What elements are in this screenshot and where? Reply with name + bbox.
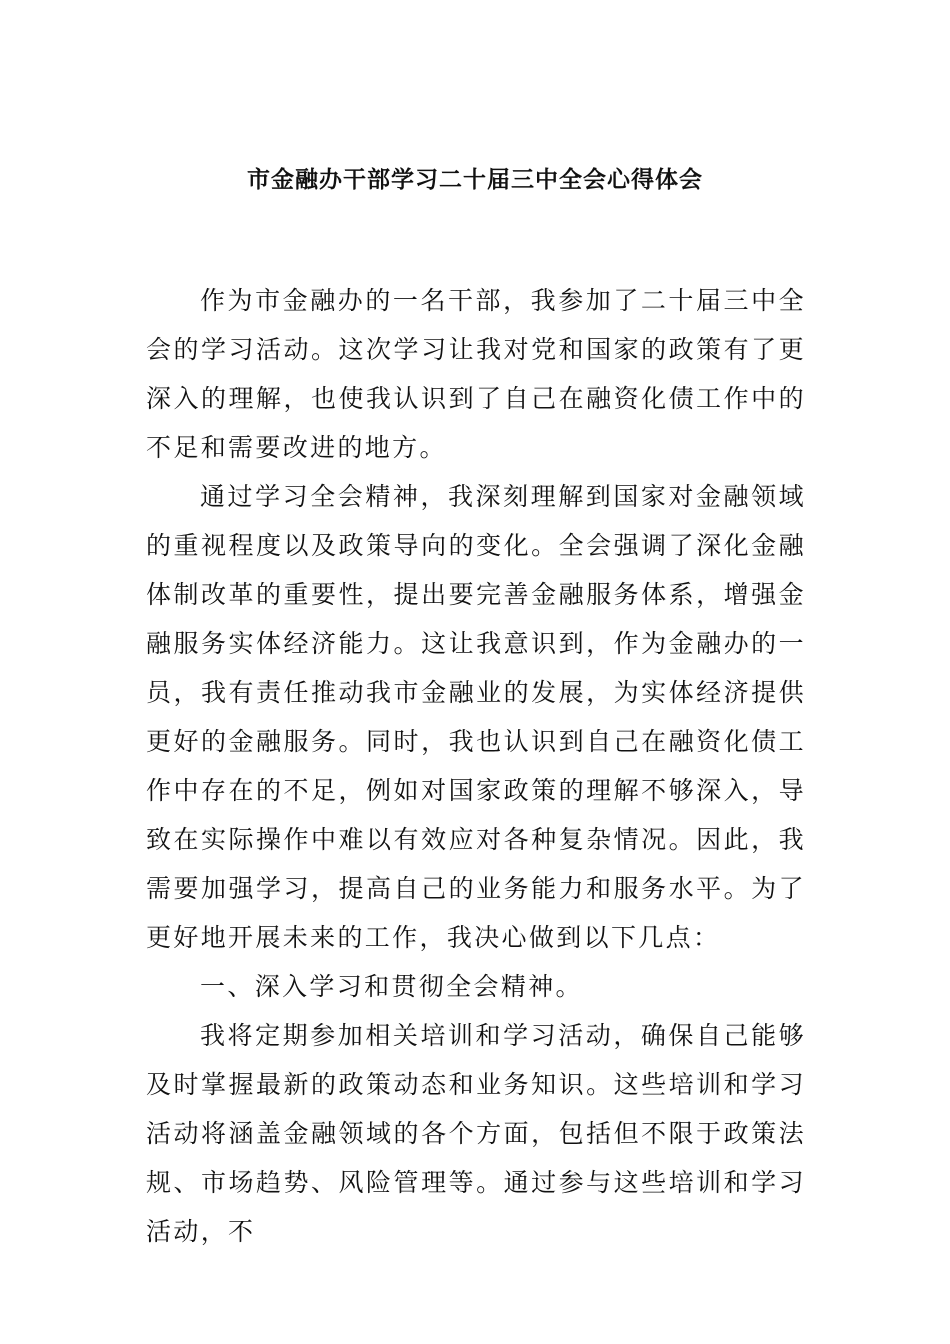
paragraph-point-one-heading: 一、深入学习和贯彻全会精神。 [200,972,583,1001]
document-body [146,276,806,1256]
paragraph-point-one-detail: 我将定期参加相关培训和学习活动，确保自己能够及时掌握最新的政策动态和业务知识。这些培训和学习活动将涵盖金融领域的各个方面，包括但不限于政策法规、市场趋势、风险管理等。通过参与这些培训和学习活动，不 [146,1021,806,1246]
paragraph-study-reflection: 通过学习全会精神，我深刻理解到国家对金融领域的重视程度以及政策导向的变化。全会强调了深化金融体制改革的重要性，提出要完善金融服务体系，增强金融服务实体经济能力。这让我意识到，作为金融办的一员，我有责任推动我市金融业的发展，为实体经济提供更好的金融服务。同时，我也认识到自己在融资化债工作中存在的不足，例如对国家政策的理解不够深入，导致在实际操作中难以有效应对各种复杂情况。因此，我需要加强学习，提高自己的业务能力和服务水平。为了更好地开展未来的工作，我决心做到以下几点： [146,482,806,952]
paragraph-intro: 作为市金融办的一名干部，我参加了二十届三中全会的学习活动。这次学习让我对党和国家的政策有了更深入的理解，也使我认识到了自己在融资化债工作中的不足和需要改进的地方。 [146,286,806,462]
document-title: 市金融办干部学习二十届三中全会心得体会 [247,166,703,193]
